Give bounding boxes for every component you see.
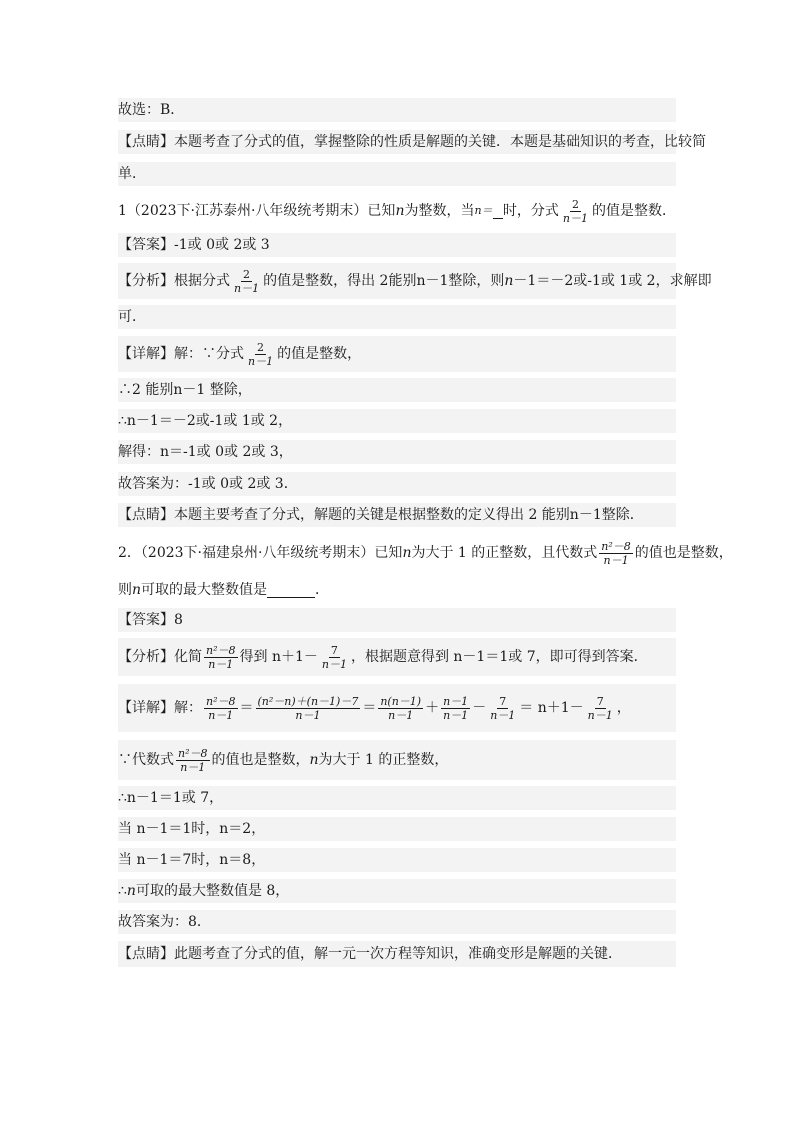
detail-text: ∴n－1＝－2或-1或 1或 2， (118, 413, 293, 429)
analysis-text: －1＝－2或-1或 1或 2，求解即 (513, 273, 712, 289)
detail-text: ∴2 能别n－1 整除， (118, 382, 252, 398)
numerator: n²－8 (178, 746, 208, 760)
question-text: 为大于 1 的正整数，且代数式 (411, 545, 598, 561)
detail-text: 当 n－1＝7时，n＝8， (118, 852, 266, 868)
analysis-text: 可． (118, 309, 146, 325)
equals-sign: ＝ (239, 700, 254, 716)
equals-expression: ＝ n＋1－ (519, 700, 584, 716)
detail-1-line (118, 472, 676, 496)
denominator: n－1 (603, 553, 629, 567)
question-text: 的值是整数． (592, 203, 676, 219)
variable-n: n (126, 883, 136, 899)
numerator: n²－8 (206, 694, 236, 708)
analysis-text: 的值是整数，得出 2能别n－1整除，则 (263, 273, 505, 289)
answer-2 (118, 608, 676, 632)
detail-text: ∴ (118, 883, 127, 899)
denominator: n－1 (321, 657, 347, 671)
denominator: n－1 (388, 708, 414, 722)
numerator: 2 (243, 267, 251, 281)
question-text: 1（2023下·江苏泰州·八年级统考期末）已知 (118, 203, 396, 219)
numerator: (n²－n)＋(n－1)－7 (257, 694, 359, 708)
denominator: n－1 (248, 354, 274, 368)
detail-text: 【详解】解：∵分式 (118, 346, 244, 362)
question-text: 的值也是整数， (634, 545, 733, 561)
denominator: n－1 (562, 211, 588, 225)
fraction (204, 695, 238, 722)
question-1 (118, 193, 676, 229)
question-text: 为整数，当 (404, 203, 475, 219)
answer-text: 【答案】-1或 0或 2或 3 (118, 237, 270, 253)
detail-text: 当 n－1＝1时，n＝2， (118, 821, 266, 837)
fraction (176, 747, 210, 774)
answer-1 (118, 233, 676, 257)
question-2 (118, 535, 733, 571)
numerator: 7 (499, 694, 507, 708)
detail-text: 可取的最大整数值是 8， (135, 883, 290, 899)
analysis-text: 【分析】化简 (118, 649, 202, 665)
equals-sign: ＝ (362, 700, 377, 716)
detail-2-line (118, 910, 676, 934)
denominator: n－1 (443, 708, 469, 722)
fraction (488, 695, 517, 722)
variable-n: n (402, 545, 412, 561)
question-text: 2．（2023下·福建泉州·八年级统考期末）已知 (118, 545, 403, 561)
comment-text: 【点睛】此题考查了分式的值，解一元一次方程等知识，准确变形是解题的关键． (118, 946, 622, 962)
answer-text: 【答案】8 (118, 612, 183, 628)
detail-2-line (118, 817, 676, 841)
detail-text: 为大于 1 的正整数， (318, 752, 449, 768)
denominator: n－1 (208, 708, 234, 722)
detail-2 (118, 684, 676, 732)
comment-1 (118, 503, 676, 527)
fraction (378, 695, 423, 722)
numerator: n²－8 (206, 643, 236, 657)
detail-1-line (118, 378, 676, 402)
comment-text-cont: 单． (118, 166, 146, 182)
fraction (246, 341, 275, 368)
text-line (118, 162, 676, 186)
numerator: 2 (571, 197, 579, 211)
fraction (561, 198, 590, 225)
detail-text: ∵代数式 (118, 752, 174, 768)
variable-n: n (504, 273, 514, 289)
detail-text: 故答案为：-1或 0或 2或 3． (118, 476, 298, 492)
denominator: n－1 (587, 708, 613, 722)
text-line (118, 130, 706, 154)
fraction (441, 695, 470, 722)
fraction (256, 695, 361, 722)
numerator: n－1 (443, 694, 469, 708)
analysis-2 (118, 638, 676, 676)
denominator: n－1 (490, 708, 516, 722)
denominator: n－1 (180, 760, 206, 774)
denominator: n－1 (208, 657, 234, 671)
variable-n: n (309, 752, 319, 768)
analysis-text: 得到 n＋1－ (239, 649, 318, 665)
detail-text: 【详解】解： (118, 700, 202, 716)
detail-1-line (118, 409, 676, 433)
variable-n: n＝ (474, 204, 493, 217)
detail-2-line (118, 740, 676, 780)
question-2-cont (118, 578, 676, 602)
fraction (204, 644, 238, 671)
question-text: 则 (118, 582, 132, 598)
detail-1 (118, 336, 676, 372)
detail-text: 的值也是整数， (211, 752, 310, 768)
analysis-text: ，根据题意得到 n－1＝1或 7，即可得到答案． (350, 649, 648, 665)
detail-text: 故答案为：8． (118, 914, 211, 930)
answer-blank[interactable] (267, 583, 315, 598)
analysis-1-cont (118, 305, 676, 329)
detail-2-line (118, 879, 676, 903)
detail-1-line (118, 440, 676, 464)
comment-2 (118, 941, 676, 967)
detail-text: ， (616, 700, 631, 716)
denominator: n－1 (295, 708, 321, 722)
detail-2-line (118, 786, 676, 810)
fraction (320, 644, 349, 671)
variable-n: n (132, 582, 142, 598)
question-text: 时，分式 (502, 203, 559, 219)
variable-n: n (395, 203, 405, 219)
fraction (599, 540, 633, 567)
detail-text: 的值是整数， (277, 346, 362, 362)
comment-text: 【点睛】本题主要考查了分式，解题的关键是根据整数的定义得出 2 能别n－1整除． (118, 507, 644, 523)
comment-text: 【点睛】本题考查了分式的值，掌握整除的性质是解题的关键．本题是基础知识的考查，比较简 (118, 134, 706, 150)
analysis-text: 【分析】根据分式 (118, 273, 230, 289)
numerator: n²－8 (601, 539, 631, 553)
denominator: n－1 (234, 281, 260, 295)
numerator: 7 (596, 694, 604, 708)
fraction (232, 268, 261, 295)
numerator: 7 (330, 643, 338, 657)
analysis-1 (118, 263, 712, 299)
numerator: n(n－1) (380, 694, 422, 708)
detail-2-line (118, 848, 676, 872)
fraction (586, 695, 615, 722)
question-text: ． (315, 582, 330, 598)
question-text: 可取的最大整数值是 (141, 582, 268, 598)
detail-text: ∴n－1＝1或 7， (118, 790, 224, 806)
answer-blank[interactable] (493, 204, 503, 219)
numerator: 2 (257, 340, 265, 354)
plus-sign: ＋ (425, 700, 440, 716)
text-line (118, 98, 676, 122)
conclusion-text: 故选：B． (118, 102, 185, 118)
detail-text: 解得：n＝-1或 0或 2或 3， (118, 444, 293, 460)
minus-sign: － (472, 700, 487, 716)
